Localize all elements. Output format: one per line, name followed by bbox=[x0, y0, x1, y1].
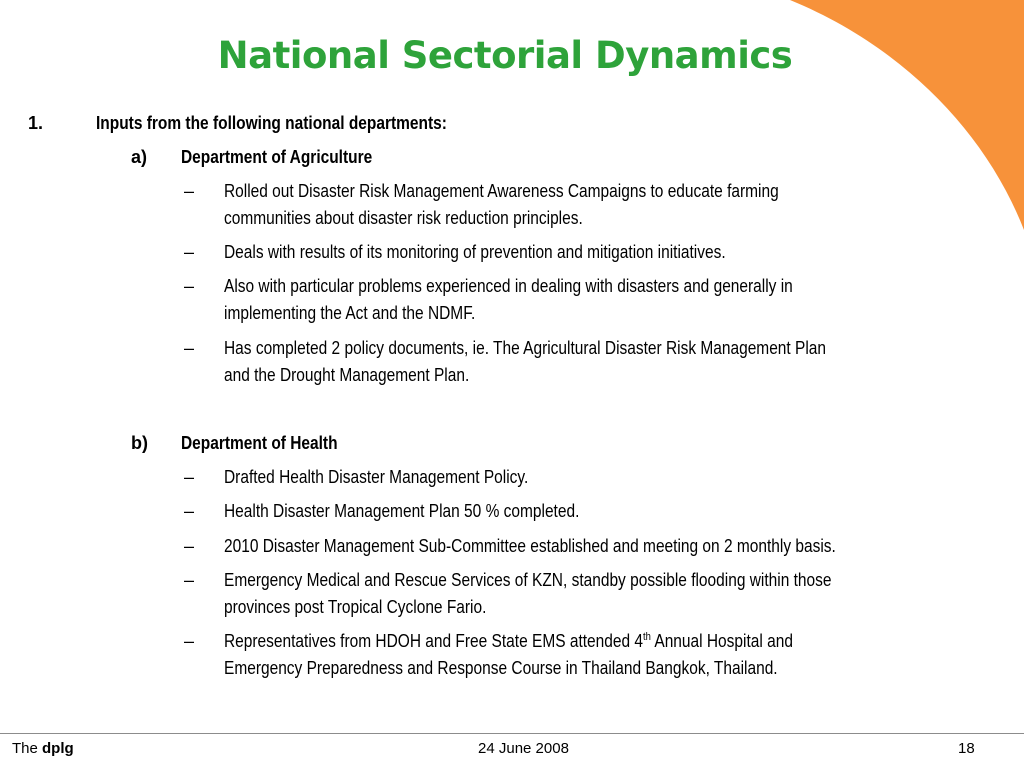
bullet-dash: – bbox=[184, 536, 195, 556]
sub-letter-a: a) bbox=[131, 147, 148, 167]
bullet-dash: – bbox=[184, 501, 195, 521]
bullet-text: Has completed 2 policy documents, ie. The Agricultural Disaster Risk Management Plan bbox=[224, 338, 826, 358]
sub-letter-b: b) bbox=[131, 433, 148, 453]
bullet-text: Deals with results of its monitoring of prevention and mitigation initiatives. bbox=[224, 242, 726, 262]
bullet-text: 2010 Disaster Management Sub-Committee established and meeting on 2 monthly basis. bbox=[224, 536, 836, 556]
bullet-dash: – bbox=[184, 276, 195, 296]
bullet-text-part: Representatives from HDOH and Free State EMS attended 4 bbox=[224, 631, 644, 651]
item-heading: Inputs from the following national departments: bbox=[96, 113, 447, 133]
item-number: 1. bbox=[28, 113, 44, 133]
footer-date: 24 June 2008 bbox=[478, 740, 569, 757]
footer-brand-prefix: The bbox=[12, 740, 43, 757]
footer-divider bbox=[0, 733, 1024, 734]
bullet-dash: – bbox=[184, 181, 195, 201]
bullet-text: Emergency Preparedness and Response Course in Thailand Bangkok, Thailand. bbox=[224, 658, 778, 678]
footer-brand-name: dplg bbox=[42, 740, 74, 757]
sub-heading-agriculture: Department of Agriculture bbox=[181, 147, 373, 167]
bullet-text: implementing the Act and the NDMF. bbox=[224, 303, 476, 323]
bullet-text: Health Disaster Management Plan 50 % completed. bbox=[224, 501, 580, 521]
sub-heading-health: Department of Health bbox=[181, 433, 338, 453]
bullet-text-part: Annual Hospital and bbox=[650, 631, 793, 651]
bullet-dash: – bbox=[184, 467, 195, 487]
bullet-dash: – bbox=[184, 242, 195, 262]
bullet-text: and the Drought Management Plan. bbox=[224, 365, 470, 385]
ordinal-superscript: th bbox=[643, 631, 651, 643]
footer-brand bbox=[12, 740, 74, 758]
page-number: 18 bbox=[958, 740, 975, 757]
bullet-text: provinces post Tropical Cyclone Fario. bbox=[224, 597, 487, 617]
bullet-dash: – bbox=[184, 570, 195, 590]
bullet-text bbox=[224, 628, 793, 655]
bullet-dash: – bbox=[184, 631, 195, 651]
bullet-text: Drafted Health Disaster Management Policy. bbox=[224, 467, 529, 487]
bullet-dash: – bbox=[184, 338, 195, 358]
bullet-text: Emergency Medical and Rescue Services of KZN, standby possible flooding within those bbox=[224, 570, 832, 590]
bullet-text: Also with particular problems experienced in dealing with disasters and generally in bbox=[224, 276, 793, 296]
slide-title: National Sectorial Dynamics bbox=[217, 34, 793, 77]
bullet-text: communities about disaster risk reduction principles. bbox=[224, 208, 583, 228]
bullet-text: Rolled out Disaster Risk Management Awareness Campaigns to educate farming bbox=[224, 181, 779, 201]
